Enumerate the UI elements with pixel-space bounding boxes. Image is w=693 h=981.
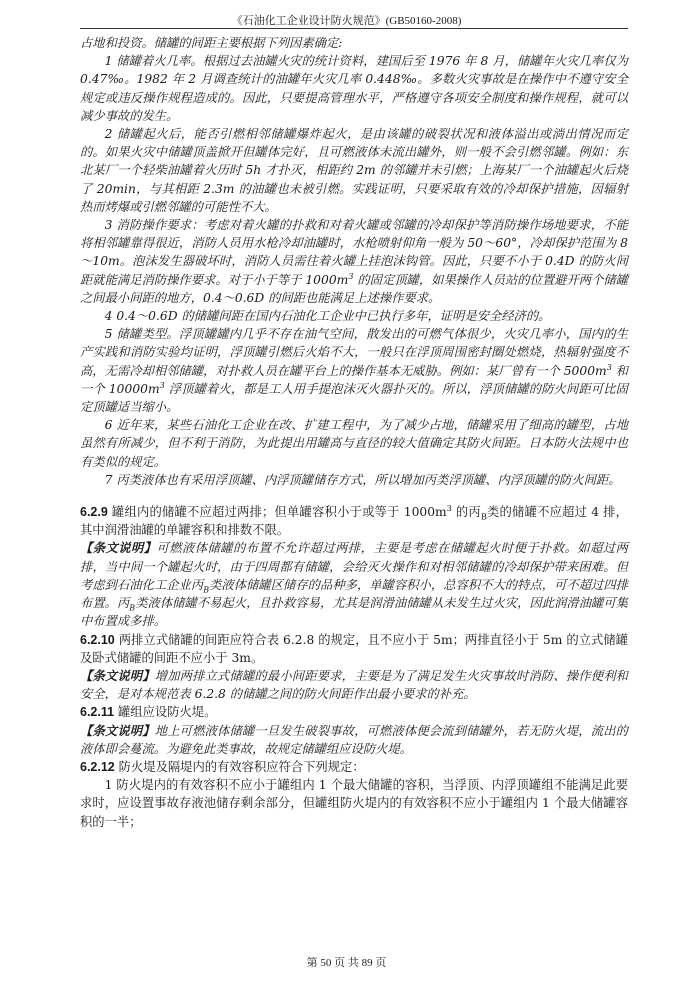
- clause-number: 6.2.11: [80, 705, 115, 720]
- clause-number: 6.2.9: [80, 505, 108, 520]
- clause-6-2-11-explanation: 【条文说明】地上可燃液体储罐一旦发生破裂事故，可燃液体便会流到储罐外，若无防火堤，流出的液体即会蔓流。为避免此类事故，故规定储罐组应设防火堤。: [80, 722, 628, 756]
- clause-6-2-12-item-1: 1 防火堤内的有效容积不应小于罐组内 1 个最大储罐的容积，当浮顶、内浮顶罐组不能满足此要求时，应设置事故存液池储存剩余部分，但罐组防火堤内的有效容积不应小于罐组内 1 个最大储罐容积的一半；: [80, 778, 628, 829]
- explanation-label: 【条文说明】: [80, 540, 157, 556]
- clause-6-2-10: 6.2.10 两排立式储罐的间距应符合表 6.2.8 的规定，且不应小于 5m；两排直径小于 5m 的立式储罐及卧式储罐的间距不应小于 3m。: [80, 632, 628, 665]
- explanation-item-2: 2 储罐起火后，能否引燃相邻储罐爆炸起火，是由该罐的破裂状况和液体溢出或淌出情况而定的。如果火灾中储罐顶盖掀开但罐体完好，且可燃液体未流出罐外，则一般不会引燃邻罐。例如：东北某厂一个轻柴油罐着火历时 5h 才扑灭，相距约 2m 的邻罐并未引燃；上海某厂一个油罐起火后烧了 20min，与其相距 2.3m 的油罐也未被引燃。实践证明，只要采取有效的冷却保护措施，因辐射热而烤爆或引燃邻罐的可能性不大。: [80, 127, 628, 214]
- explanation-item-5: 5 储罐类型。浮顶罐罐内几乎不存在油气空间，散发出的可燃气体很少，火灾几率小，国内的生产实践和消防实验均证明，浮顶罐引燃后火焰不大，一般只在浮顶周围密封圈处燃烧，热辐射强度不高，无需冷却相邻储罐，对扑救人员在罐平台上的操作基本无威胁。例如：某厂曾有一个 $5000m^3$ 和一个 $10000m^3$ 浮顶罐着火，都是工人用手提泡沫灭火器扑灭的。所以，浮顶储罐的防火间距可比固定顶罐适当缩小。: [80, 327, 628, 415]
- clause-number: 6.2.10: [80, 632, 115, 647]
- page-footer: 第 50 页 共 89 页: [306, 957, 387, 969]
- explanation-item-7: 7 丙类液体也有采用浮顶罐、内浮顶罐储存方式，所以增加丙类浮顶罐、内浮顶罐的防火间距。: [104, 472, 621, 487]
- page-content: [80, 34, 628, 831]
- clause-6-2-9-explanation: 【条文说明】可燃液体储罐的布置不允许超过两排，主要是考虑在储罐起火时便于扑救。如超过两排，当中间一个罐起火时，由于四周都有储罐，会给灭火操作和对相邻储罐的冷却保护带来困难。但考虑到石油化工企业丙$_B$类液体储罐区储存的品种多，单罐容积小，总容积不大的特点，可不超过四排布置。丙$_B$类液体储罐不易起火，且扑救容易，尤其是润滑油储罐从未发生过火灾，因此润滑油罐可集中布置成多排。: [80, 540, 628, 629]
- explanation-item-6: 6 近年来，某些石油化工企业在改、扩建工程中，为了减少占地，储罐采用了细高的罐型，占地虽然有所减少，但不利于消防，为此提出用罐高与直径的较大值确定其防火间距。日本防火法规中也有类似的规定。: [80, 418, 628, 469]
- clause-6-2-12: 6.2.12 防火堤及隔堤内的有效容积应符合下列规定：: [80, 759, 365, 774]
- clause-6-2-11: 6.2.11 罐组应设防火堤。: [80, 705, 217, 720]
- explanation-label: 【条文说明】: [80, 722, 155, 738]
- explanation-item-1: 1 储罐着火几率。根据过去油罐火灾的统计资料，建国后至 1976 年 8 月，储罐年火灾几率仅为 0.47‰。1982 年 2 月调查统计的油罐年火灾几率 0.448‰。多数火灾事故是在操作中不遵守安全规定或违反操作规程造成的。因此，只要提高管理水平，严格遵守各项安全制度和操作规程，就可以减少事故的发生。: [80, 54, 628, 123]
- explanation-item-4: 4 0.4～0.6D 的储罐间距在国内石油化工企业中已执行多年，证明是安全经济的。: [104, 309, 551, 324]
- clause-number: 6.2.12: [80, 759, 115, 774]
- section-gap: [80, 489, 628, 503]
- explanation-intro: 占地和投资。储罐的间距主要根据下列因素确定:: [80, 36, 343, 50]
- clause-6-2-9: 6.2.9 罐组内的储罐不应超过两排；但单罐容积小于或等于 $1000m^3$ 的丙$_B$类的储罐不应超过 4 排，其中润滑油罐的单罐容积和排数不限。: [80, 503, 628, 538]
- page-header: 《石油化工企业设计防火规范》(GB50160-2008): [231, 15, 462, 27]
- clause-6-2-10-explanation: 【条文说明】增加两排立式储罐的最小间距要求，主要是为了满足发生火灾事故时消防、操作便利和安全，是对本规范表 6.2.8 的储罐之间的防火间距作出最小要求的补充。: [80, 667, 628, 702]
- header-rule: [80, 28, 628, 29]
- explanation-item-3: 3 消防操作要求：考虑对着火罐的扑救和对着火罐或邻罐的冷却保护等消防操作场地要求，不能将相邻罐靠得很近，消防人员用水枪冷却油罐时，水枪喷射仰角一般为 50～60°，冷却保护范围为 8～10m。泡沫发生器破坏时，消防人员需往着火罐上挂泡沫钩管。因此，只要不小于 0.4D 的防火间距就能满足消防操作要求。对于小于等于 $1000m^3$ 的固定顶罐，如果操作人员站的位置避开两个储罐之间最小间距的地方，0.4～0.6D 的间距也能满足上述操作要求。: [80, 218, 628, 305]
- explanation-label: 【条文说明】: [80, 667, 155, 683]
